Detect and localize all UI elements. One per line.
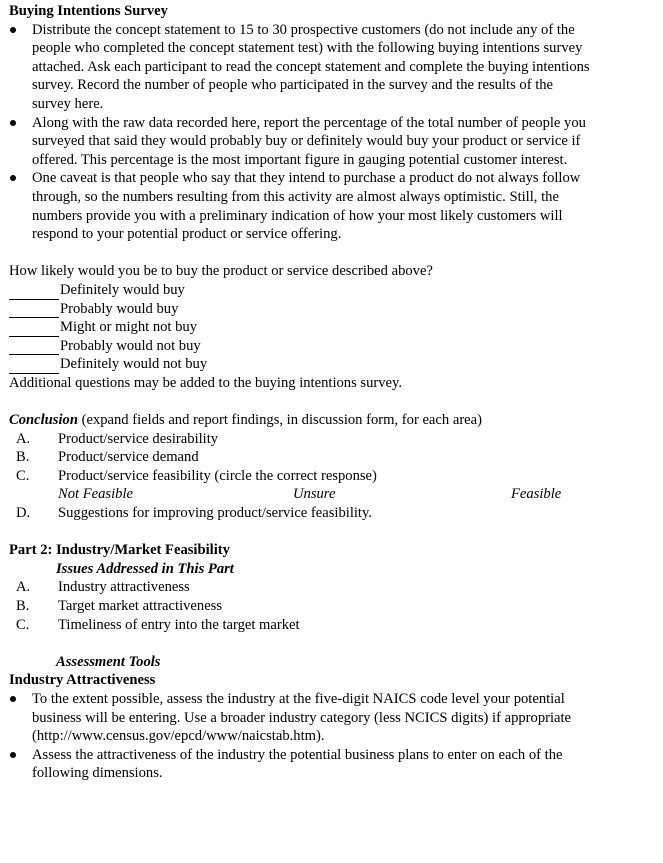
list-item: One caveat is that people who say that they intend to purchase a product do not always follow through, so the numbers resulting from this activity are almost always optimistic. Still, the numbers provide you with a preliminary indication of how your most likely customers will respond to your potential product or service offering. [9, 169, 594, 243]
list-item: C. Product/service feasibility (circle the correct response) [16, 467, 377, 484]
additional-note: Additional questions may be added to the buying intentions survey. [9, 374, 403, 391]
option-definitely-buy: Definitely would buy [9, 281, 659, 300]
feasibility-scale [9, 485, 659, 504]
scale-unsure[interactable]: Unsure [293, 486, 336, 503]
scale-feasible[interactable]: Feasible [511, 486, 562, 503]
list-item: C. Timeliness of entry into the target market [16, 616, 300, 633]
survey-title: Buying Intentions Survey [9, 3, 168, 19]
answer-blank[interactable] [9, 303, 59, 318]
tools-heading: Assessment Tools [56, 653, 161, 670]
industry-heading: Industry Attractiveness [9, 672, 156, 689]
list-item: B. Target market attractiveness [16, 598, 223, 614]
document-page [9, 2, 659, 783]
list-item: To the extent possible, assess the industry at the five-digit NAICS code level your potential business will be entering. Use a broader industry category (less NCICS digits) if appropriate (http://www.census.gov/epcd/www/naicstab.htm). [9, 690, 594, 746]
issues-list [9, 578, 659, 634]
scale-not-feasible[interactable]: Not Feasible [58, 486, 133, 503]
list-item: B. Product/service demand [16, 449, 199, 466]
option-definitely-not-buy: Definitely would not buy [9, 355, 659, 374]
answer-blank[interactable] [9, 359, 59, 374]
survey-bullets [9, 21, 594, 244]
list-item: D. Suggestions for improving product/service feasibility. [16, 505, 372, 522]
answer-blank[interactable] [9, 322, 59, 337]
option-might-buy: Might or might not buy [9, 318, 659, 337]
list-item: Distribute the concept statement to 15 to 30 prospective customers (do not include any of the people who completed the concept statement test) with the following buying intentions survey attached. Ask each participant to read the concept statement and complete the buying intentions survey. Record the number of people who participated in the survey and the results of the survey here. [9, 21, 594, 114]
option-probably-buy: Probably would buy [9, 300, 659, 319]
answer-blank[interactable] [9, 285, 59, 300]
issues-heading: Issues Addressed in This Part [56, 560, 234, 577]
list-item: A. Product/service desirability [16, 430, 219, 447]
conclusion-instruction: (expand fields and report findings, in discussion form, for each area) [77, 412, 482, 429]
survey-question: How likely would you be to buy the product or service described above? [9, 263, 433, 280]
part2-title: Part 2: Industry/Market Feasibility [9, 542, 230, 559]
conclusion-list [9, 430, 659, 523]
option-probably-not-buy: Probably would not buy [9, 337, 659, 356]
conclusion-heading [9, 411, 659, 430]
list-item: Assess the attractiveness of the industry the potential business plans to enter on each of the following dimensions. [9, 746, 594, 783]
conclusion-label: Conclusion [9, 412, 78, 429]
answer-blank[interactable] [9, 340, 59, 355]
industry-bullets [9, 690, 594, 783]
list-item: Along with the raw data recorded here, report the percentage of the total number of people you surveyed that said they would probably buy or definitely would buy your product or service if offered. This percentage is the most important figure in gauging potential customer interest. [9, 114, 594, 170]
list-item: A. Industry attractiveness [16, 579, 190, 596]
